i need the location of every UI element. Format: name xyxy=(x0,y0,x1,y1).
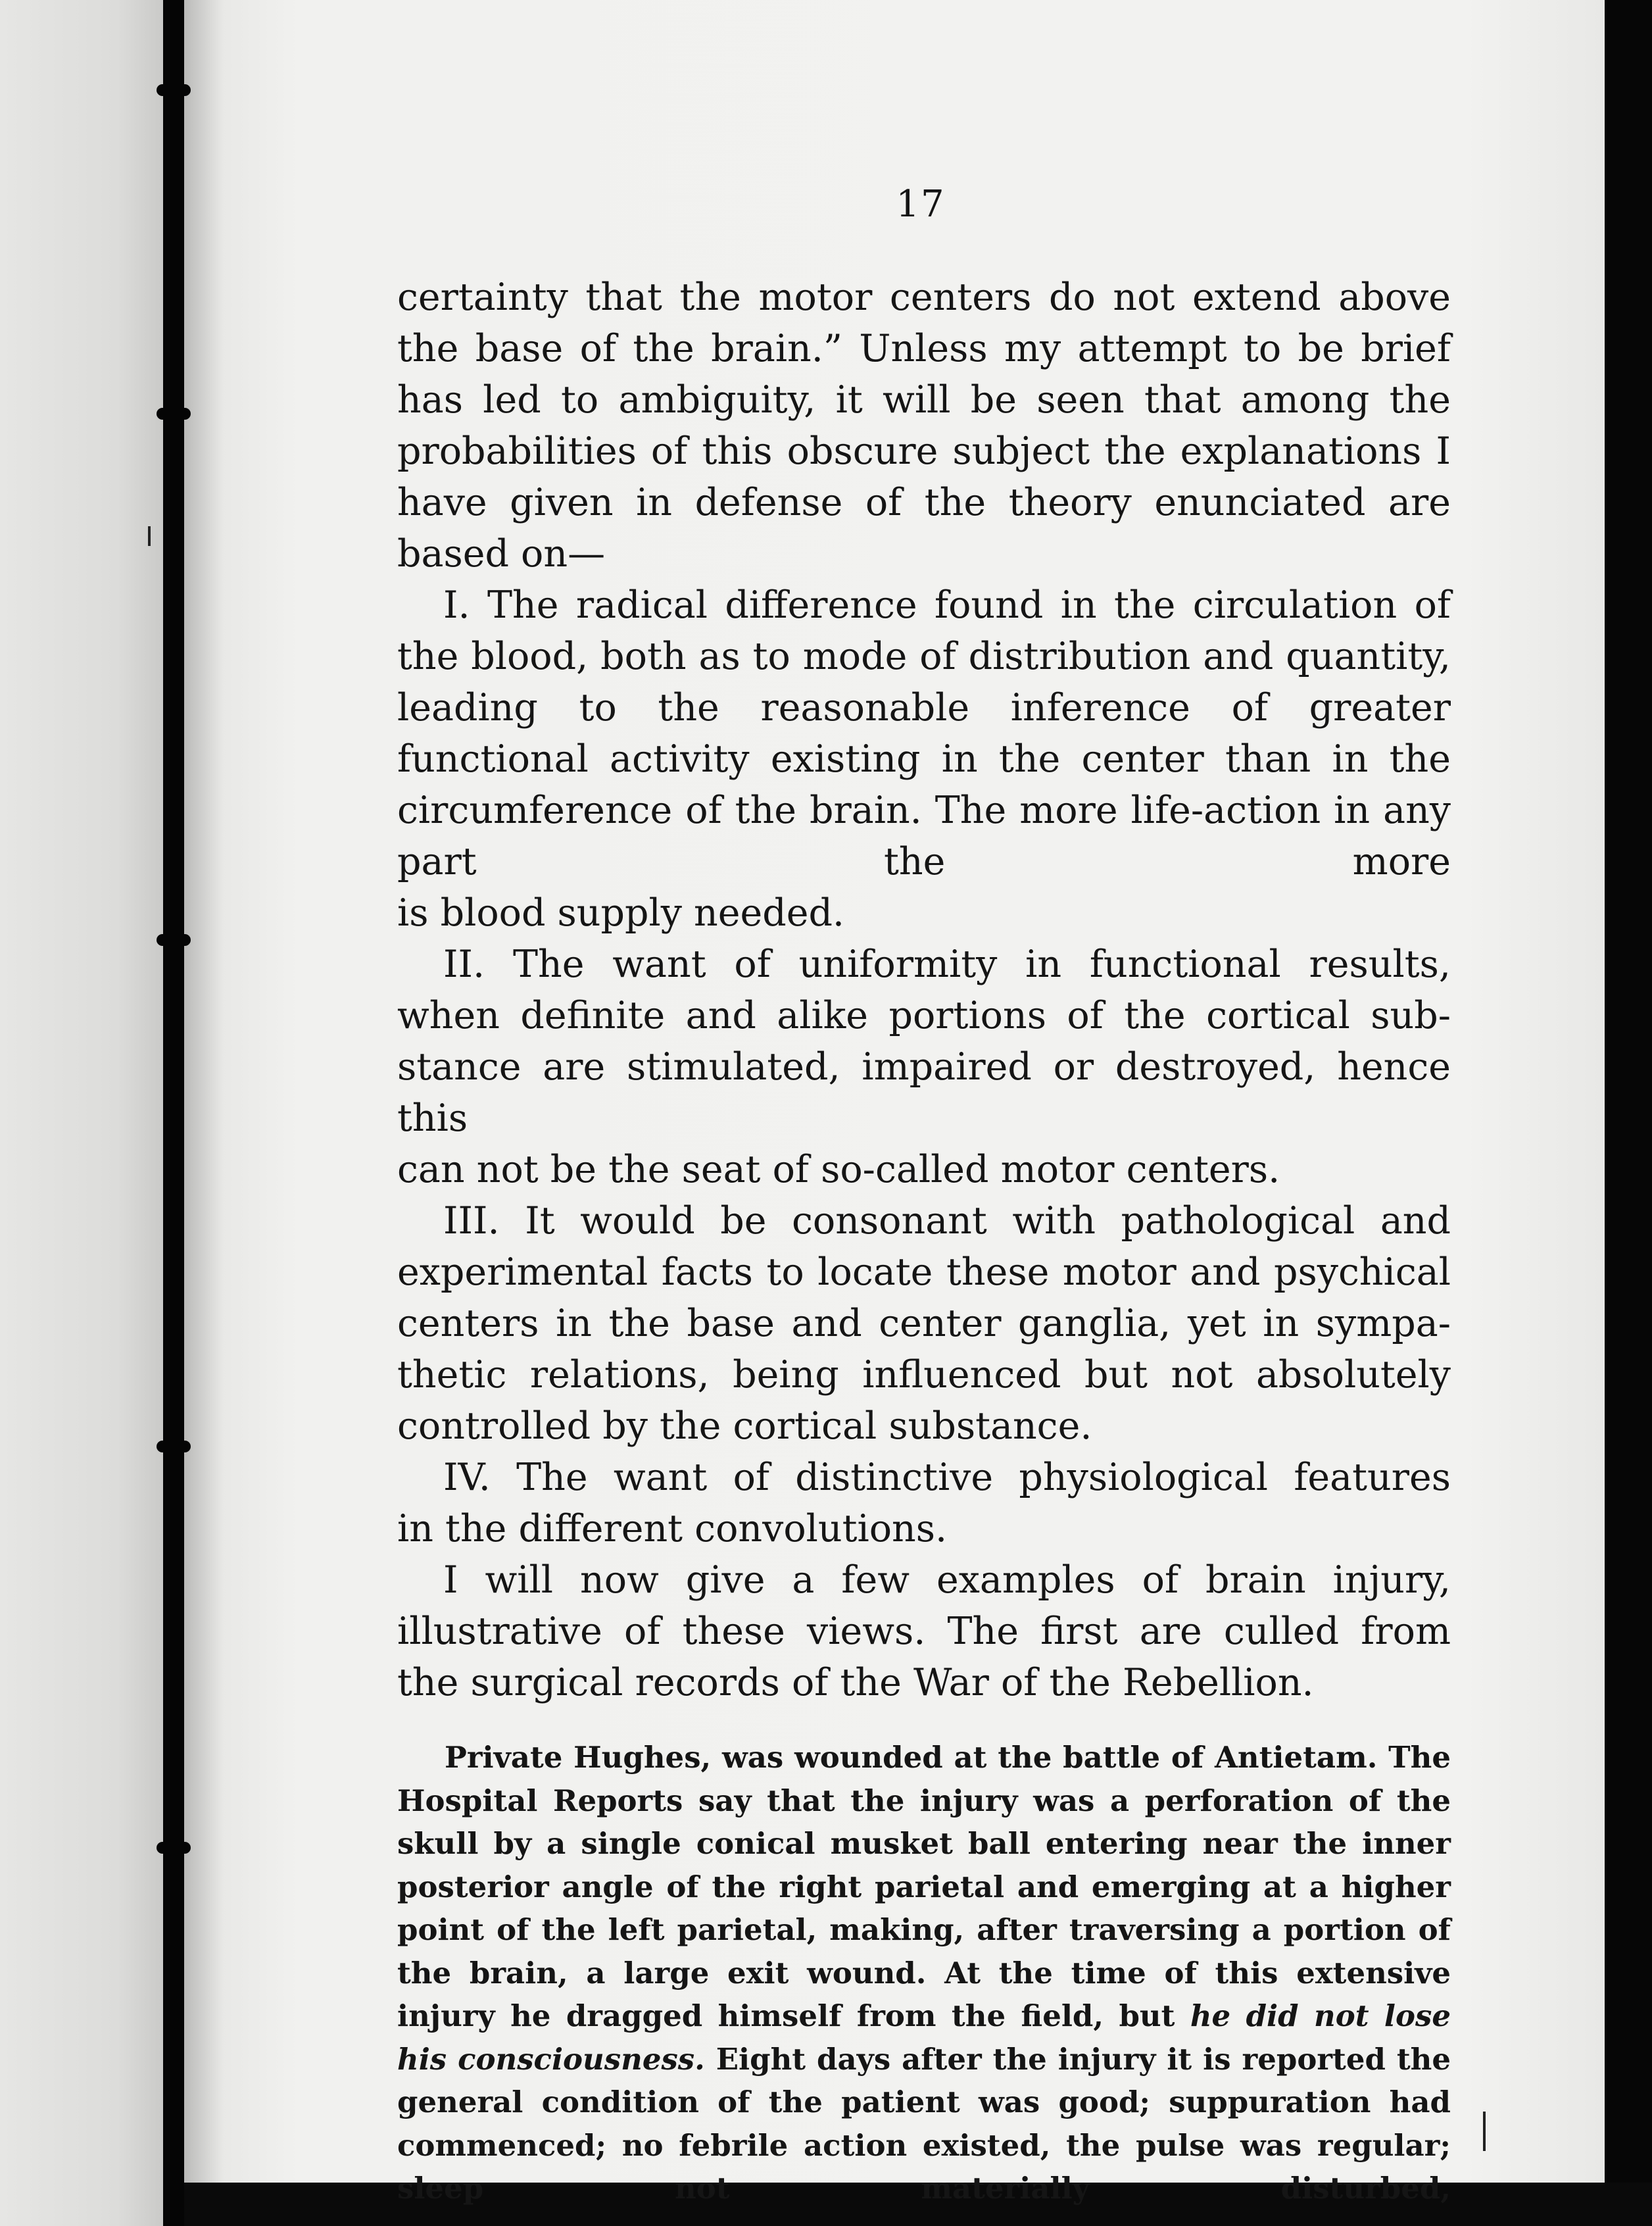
text-line: I. The radical difference found in the circulation of xyxy=(443,583,1451,627)
text-line: Hospital Reports say that the injury was a perforation of the skull xyxy=(397,1783,1451,1861)
paragraph xyxy=(397,887,1451,939)
text-line: thetic relations, being influenced but not absolutely xyxy=(397,1353,1451,1397)
paragraph xyxy=(397,1657,1451,1708)
binding-stitch xyxy=(157,1842,191,1854)
paragraph xyxy=(397,580,1451,887)
paragraph xyxy=(397,1503,1451,1554)
page-body xyxy=(397,272,1451,2210)
text-line: when definite and alike portions of the cortical sub- xyxy=(397,994,1451,1037)
paragraph xyxy=(397,1554,1451,1657)
paragraph xyxy=(397,1400,1451,1452)
text-line: III. It would be consonant with pathological and xyxy=(443,1199,1451,1243)
text-line: angle of the right parietal and emerging at a higher point of the xyxy=(397,1869,1451,1947)
text-line: Private Hughes, was wounded at the battle of Antietam. The xyxy=(445,1740,1451,1775)
scan-border-right xyxy=(1605,0,1652,2226)
text-line: probabilities of this obscure subject the explanations I xyxy=(397,430,1451,473)
text-line: large exit wound. At the time of this extensive injury he dragged xyxy=(397,1955,1451,2033)
binding-stitch xyxy=(157,1441,191,1452)
paragraph xyxy=(397,1195,1451,1400)
text-line: can not be the seat of so-called motor centers. xyxy=(397,1148,1280,1191)
text-line: existed, the pulse was regular; sleep not materially disturbed, xyxy=(397,2127,1451,2206)
text-line: has led to ambiguity, it will be seen that among the xyxy=(397,378,1451,422)
gutter-shadow xyxy=(184,0,224,2226)
text-line: of the brain. The more life-action in any part the more xyxy=(397,789,1451,883)
text-line: is blood supply needed. xyxy=(397,891,845,935)
text-line: centers in the base and center ganglia, yet in sympa- xyxy=(397,1302,1451,1345)
text-line: in the different convolutions. xyxy=(397,1507,948,1550)
text-line: II. The want of uniformity in functional results, xyxy=(443,943,1451,986)
text-line: stance are stimulated, impaired or destroyed, hence this xyxy=(397,1045,1451,1140)
scan-speck xyxy=(1483,2112,1486,2151)
text-line: leading to the reasonable inference of greater functional xyxy=(397,686,1451,781)
text-line: IV. The want of distinctive physiological features xyxy=(443,1456,1451,1499)
page-number: 17 xyxy=(896,183,946,226)
text-line: have given in defense of the theory enunciated are xyxy=(397,481,1451,524)
italic-emphasis: he did not lose his consciousness. xyxy=(397,1998,1451,2077)
scan-speck xyxy=(148,526,151,546)
paragraph xyxy=(397,939,1451,1144)
text-line: left parietal, making, after traversing a portion of the brain, a xyxy=(397,1912,1451,1991)
footnote-paragraph xyxy=(397,1736,1451,2210)
binding-stitch xyxy=(157,408,191,420)
text-line: himself from the field, but xyxy=(717,1998,1190,2033)
text-line: Eight xyxy=(704,2041,806,2077)
text-line: patient was good; suppuration had commenced; no febrile action xyxy=(397,2085,1451,2163)
binding-gutter xyxy=(163,0,184,2226)
text-line: illustrative of these views. The first are culled from xyxy=(397,1610,1451,1653)
text-line: days after the injury it is reported the general condition of the xyxy=(397,2041,1451,2119)
text-line: experimental facts to locate these motor and psychical xyxy=(397,1250,1451,1294)
text-line: the base of the brain.” Unless my attempt to be brief xyxy=(397,327,1451,370)
binding-stitch xyxy=(157,84,191,96)
text-line: the surgical records of the War of the Rebellion. xyxy=(397,1661,1314,1704)
text-line: certainty that the motor centers do not extend above xyxy=(397,276,1451,319)
footnote-case-report xyxy=(397,1736,1451,2210)
text-line: by a single conical musket ball entering near the inner posterior xyxy=(397,1826,1451,1904)
paragraph xyxy=(397,528,1451,580)
text-line: I will now give a few examples of brain injury, xyxy=(443,1558,1451,1602)
text-line: controlled by the cortical substance. xyxy=(397,1404,1092,1448)
text-line: the blood, both as to mode of distribution and quantity, xyxy=(397,635,1451,678)
main-text xyxy=(397,272,1451,1708)
paragraph xyxy=(397,1452,1451,1503)
text-line: activity existing in the center than in the circumference xyxy=(397,737,1451,832)
binding-stitch xyxy=(157,934,191,946)
paragraph xyxy=(397,272,1451,528)
text-line: based on— xyxy=(397,532,606,576)
paragraph xyxy=(397,1144,1451,1195)
facing-page-edge xyxy=(0,0,168,2226)
